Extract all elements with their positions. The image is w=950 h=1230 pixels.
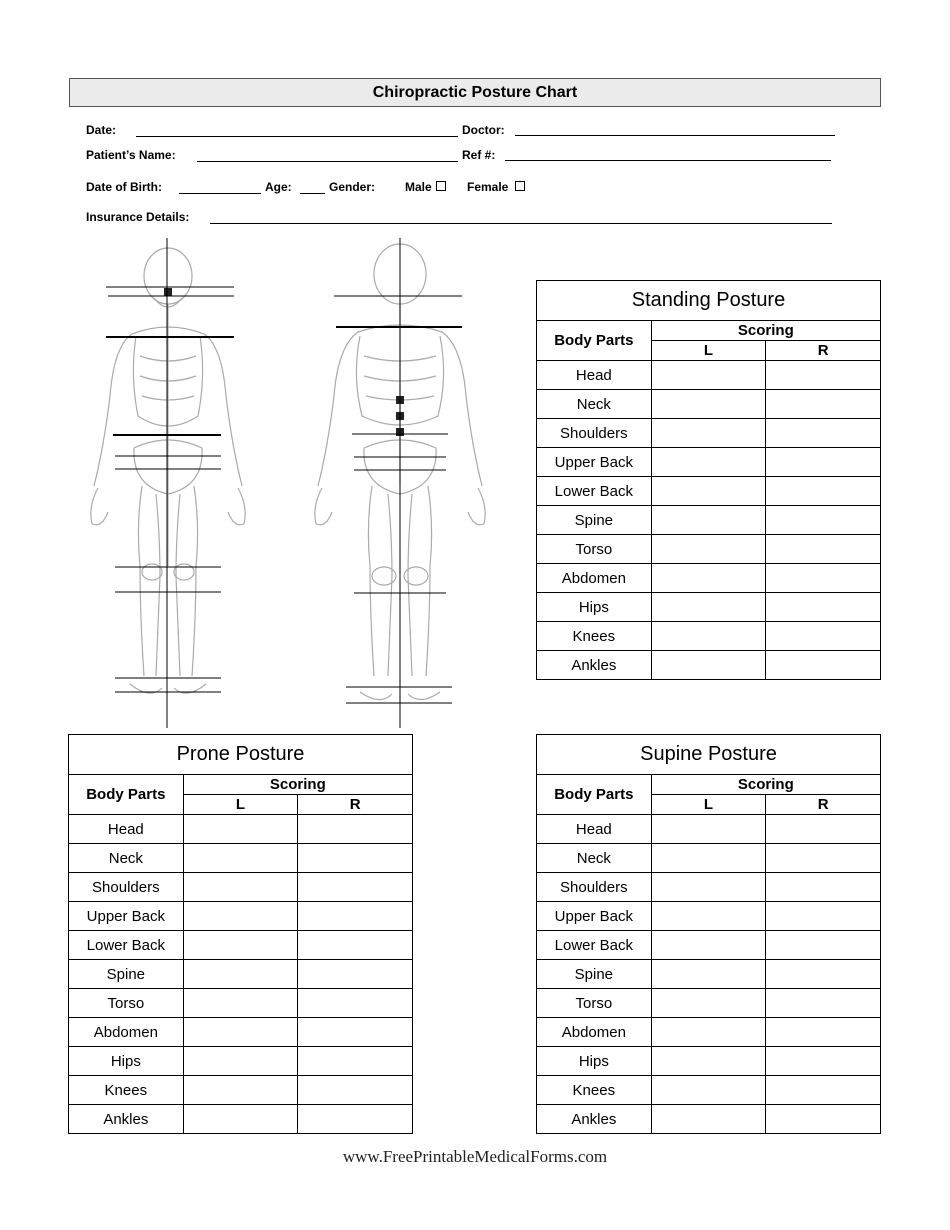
supine-posture-table xyxy=(536,734,881,1134)
right-score-cell[interactable] xyxy=(298,1047,413,1076)
standing-title: Standing Posture xyxy=(537,281,881,321)
ref-field[interactable] xyxy=(505,160,831,161)
right-score-cell[interactable] xyxy=(766,593,881,622)
right-score-cell[interactable] xyxy=(298,989,413,1018)
table-row xyxy=(537,1105,881,1134)
body-part-label: Shoulders xyxy=(537,873,652,902)
left-score-cell[interactable] xyxy=(651,535,766,564)
left-score-cell[interactable] xyxy=(651,477,766,506)
right-score-cell[interactable] xyxy=(766,1047,881,1076)
table-row xyxy=(537,960,881,989)
right-score-cell[interactable] xyxy=(298,960,413,989)
male-option[interactable] xyxy=(405,180,446,194)
patient-name-field[interactable] xyxy=(197,161,458,162)
scoring-header: Scoring xyxy=(651,321,880,341)
table-row xyxy=(69,960,413,989)
table-row xyxy=(537,873,881,902)
prone-posture-table xyxy=(68,734,413,1134)
right-score-cell[interactable] xyxy=(766,960,881,989)
body-part-label: Head xyxy=(537,361,652,390)
table-row xyxy=(537,1076,881,1105)
table-row xyxy=(537,535,881,564)
left-score-cell[interactable] xyxy=(651,1047,766,1076)
body-part-label: Ankles xyxy=(537,651,652,680)
left-score-cell[interactable] xyxy=(651,902,766,931)
prone-title: Prone Posture xyxy=(69,735,413,775)
left-score-cell[interactable] xyxy=(183,815,298,844)
body-part-label: Lower Back xyxy=(537,477,652,506)
male-checkbox[interactable] xyxy=(436,181,446,191)
right-header: R xyxy=(766,795,881,815)
table-row xyxy=(537,651,881,680)
left-score-cell[interactable] xyxy=(651,989,766,1018)
body-part-label: Torso xyxy=(69,989,184,1018)
left-score-cell[interactable] xyxy=(183,1105,298,1134)
back-skeleton-illustration xyxy=(300,236,510,730)
left-score-cell[interactable] xyxy=(651,1018,766,1047)
right-score-cell[interactable] xyxy=(766,815,881,844)
body-part-label: Upper Back xyxy=(537,448,652,477)
left-header: L xyxy=(183,795,298,815)
right-score-cell[interactable] xyxy=(298,815,413,844)
body-part-label: Neck xyxy=(537,390,652,419)
body-part-label: Spine xyxy=(537,506,652,535)
body-part-label: Knees xyxy=(537,622,652,651)
body-part-label: Hips xyxy=(69,1047,184,1076)
insurance-field[interactable] xyxy=(210,223,832,224)
age-label: Age: xyxy=(265,180,292,194)
table-row xyxy=(69,989,413,1018)
body-part-label: Neck xyxy=(69,844,184,873)
right-score-cell[interactable] xyxy=(766,873,881,902)
table-row xyxy=(69,844,413,873)
right-header: R xyxy=(766,341,881,361)
body-part-label: Shoulders xyxy=(537,419,652,448)
left-score-cell[interactable] xyxy=(651,1105,766,1134)
table-row xyxy=(69,873,413,902)
ref-label: Ref #: xyxy=(462,148,496,162)
left-score-cell[interactable] xyxy=(183,1018,298,1047)
right-score-cell[interactable] xyxy=(298,1076,413,1105)
body-part-label: Hips xyxy=(537,593,652,622)
insurance-label: Insurance Details: xyxy=(86,210,190,224)
age-field[interactable] xyxy=(300,193,325,194)
left-score-cell[interactable] xyxy=(183,931,298,960)
supine-title: Supine Posture xyxy=(537,735,881,775)
right-score-cell[interactable] xyxy=(298,873,413,902)
body-part-label: Abdomen xyxy=(69,1018,184,1047)
right-score-cell[interactable] xyxy=(766,1018,881,1047)
table-row xyxy=(537,477,881,506)
right-score-cell[interactable] xyxy=(298,844,413,873)
right-score-cell[interactable] xyxy=(766,506,881,535)
table-row xyxy=(69,902,413,931)
body-part-label: Ankles xyxy=(69,1105,184,1134)
right-score-cell[interactable] xyxy=(766,931,881,960)
doctor-label: Doctor: xyxy=(462,123,505,137)
right-score-cell[interactable] xyxy=(766,535,881,564)
table-row xyxy=(537,815,881,844)
left-score-cell[interactable] xyxy=(651,506,766,535)
left-score-cell[interactable] xyxy=(183,902,298,931)
body-part-label: Ankles xyxy=(537,1105,652,1134)
table-row xyxy=(537,506,881,535)
table-row xyxy=(537,989,881,1018)
table-row xyxy=(537,931,881,960)
left-score-cell[interactable] xyxy=(651,390,766,419)
left-score-cell[interactable] xyxy=(651,960,766,989)
table-row xyxy=(537,622,881,651)
body-parts-header: Body Parts xyxy=(537,321,652,361)
left-score-cell[interactable] xyxy=(651,815,766,844)
left-score-cell[interactable] xyxy=(651,844,766,873)
female-label: Female xyxy=(467,180,509,194)
body-part-label: Spine xyxy=(537,960,652,989)
patient-name-label: Patient’s Name: xyxy=(86,148,176,162)
right-score-cell[interactable] xyxy=(766,419,881,448)
left-score-cell[interactable] xyxy=(651,448,766,477)
table-row xyxy=(537,1047,881,1076)
left-score-cell[interactable] xyxy=(651,1076,766,1105)
body-part-label: Hips xyxy=(537,1047,652,1076)
table-row xyxy=(537,448,881,477)
front-skeleton-illustration xyxy=(80,236,290,730)
right-score-cell[interactable] xyxy=(766,477,881,506)
right-score-cell[interactable] xyxy=(766,902,881,931)
left-score-cell[interactable] xyxy=(183,844,298,873)
right-score-cell[interactable] xyxy=(766,844,881,873)
table-row xyxy=(69,931,413,960)
table-row xyxy=(537,419,881,448)
female-option[interactable] xyxy=(467,180,525,194)
left-score-cell[interactable] xyxy=(183,1047,298,1076)
left-score-cell[interactable] xyxy=(651,361,766,390)
right-score-cell[interactable] xyxy=(766,1076,881,1105)
table-row xyxy=(69,815,413,844)
right-header: R xyxy=(298,795,413,815)
table-row xyxy=(69,1076,413,1105)
table-row xyxy=(537,902,881,931)
body-part-label: Knees xyxy=(537,1076,652,1105)
left-score-cell[interactable] xyxy=(651,873,766,902)
gender-label: Gender: xyxy=(329,180,376,194)
right-score-cell[interactable] xyxy=(298,1018,413,1047)
body-part-label: Neck xyxy=(537,844,652,873)
table-row xyxy=(537,390,881,419)
scoring-header: Scoring xyxy=(651,775,880,795)
right-score-cell[interactable] xyxy=(766,448,881,477)
body-part-label: Abdomen xyxy=(537,1018,652,1047)
right-score-cell[interactable] xyxy=(766,564,881,593)
table-row xyxy=(69,1047,413,1076)
right-score-cell[interactable] xyxy=(298,902,413,931)
table-row xyxy=(537,844,881,873)
body-part-label: Lower Back xyxy=(69,931,184,960)
left-score-cell[interactable] xyxy=(651,931,766,960)
right-score-cell[interactable] xyxy=(766,622,881,651)
table-row xyxy=(69,1018,413,1047)
left-score-cell[interactable] xyxy=(651,419,766,448)
left-score-cell[interactable] xyxy=(183,960,298,989)
body-part-label: Spine xyxy=(69,960,184,989)
dob-label: Date of Birth: xyxy=(86,180,162,194)
table-row xyxy=(69,1105,413,1134)
left-header: L xyxy=(651,341,766,361)
body-part-label: Torso xyxy=(537,989,652,1018)
table-row xyxy=(537,593,881,622)
left-header: L xyxy=(651,795,766,815)
dob-field[interactable] xyxy=(179,193,261,194)
page-title: Chiropractic Posture Chart xyxy=(69,78,881,107)
date-field[interactable] xyxy=(136,136,458,137)
body-part-label: Abdomen xyxy=(537,564,652,593)
body-part-label: Lower Back xyxy=(537,931,652,960)
left-score-cell[interactable] xyxy=(651,564,766,593)
left-score-cell[interactable] xyxy=(651,651,766,680)
body-part-label: Upper Back xyxy=(537,902,652,931)
right-score-cell[interactable] xyxy=(766,361,881,390)
right-score-cell[interactable] xyxy=(298,931,413,960)
table-row xyxy=(537,564,881,593)
body-parts-header: Body Parts xyxy=(537,775,652,815)
date-label: Date: xyxy=(86,123,117,137)
scoring-header: Scoring xyxy=(183,775,412,795)
table-row xyxy=(537,361,881,390)
left-score-cell[interactable] xyxy=(183,873,298,902)
standing-posture-table xyxy=(536,280,881,680)
right-score-cell[interactable] xyxy=(766,1105,881,1134)
left-score-cell[interactable] xyxy=(651,593,766,622)
body-part-label: Head xyxy=(537,815,652,844)
body-part-label: Torso xyxy=(537,535,652,564)
female-checkbox[interactable] xyxy=(515,181,525,191)
left-score-cell[interactable] xyxy=(183,989,298,1018)
table-row xyxy=(537,1018,881,1047)
body-part-label: Head xyxy=(69,815,184,844)
body-part-label: Knees xyxy=(69,1076,184,1105)
right-score-cell[interactable] xyxy=(766,651,881,680)
footer-url: www.FreePrintableMedicalForms.com xyxy=(342,1147,608,1166)
right-score-cell[interactable] xyxy=(298,1105,413,1134)
left-score-cell[interactable] xyxy=(651,622,766,651)
body-part-label: Shoulders xyxy=(69,873,184,902)
male-label: Male xyxy=(405,180,432,194)
right-score-cell[interactable] xyxy=(766,989,881,1018)
right-score-cell[interactable] xyxy=(766,390,881,419)
left-score-cell[interactable] xyxy=(183,1076,298,1105)
body-parts-header: Body Parts xyxy=(69,775,184,815)
body-part-label: Upper Back xyxy=(69,902,184,931)
doctor-field[interactable] xyxy=(515,135,835,136)
